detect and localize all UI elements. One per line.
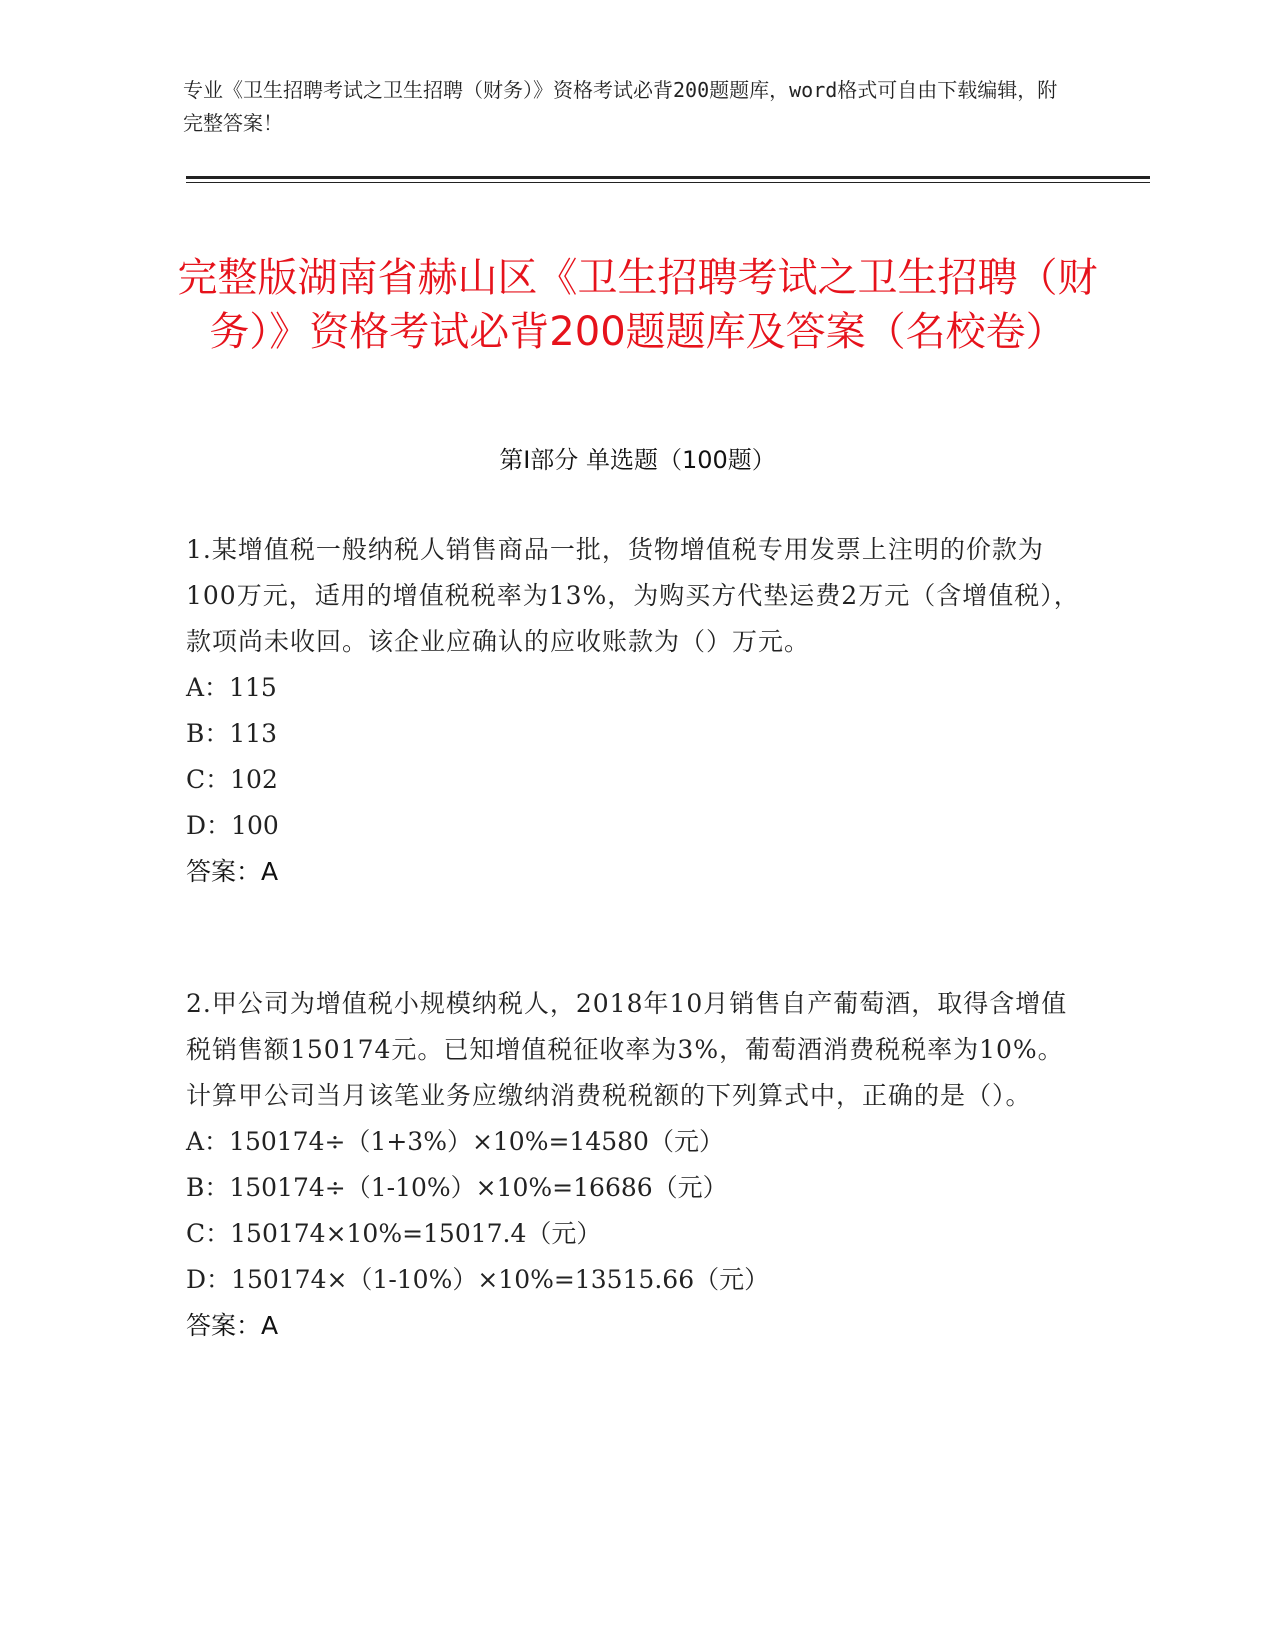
header-note: 专业《卫生招聘考试之卫生招聘（财务）》资格考试必背200题题库，word格式可自由下载编辑，附完整答案！ (183, 78, 1058, 135)
answer: 答案：A (186, 857, 279, 886)
question-1 (186, 527, 1086, 895)
document-title: 完整版湖南省赫山区《卫生招聘考试之卫生招聘（财务）》资格考试必背200题题库及答案（名校卷） (177, 254, 1098, 355)
option-d: D：150174×（1-10%）×10%=13515.66（元） (186, 1265, 770, 1294)
header-divider-thick (186, 176, 1150, 179)
option-b: B：113 (186, 719, 278, 748)
option-a: A：115 (186, 673, 277, 702)
question-stem: 2.甲公司为增值税小规模纳税人，2018年10月销售自产葡萄酒，取得含增值税销售额150174元。已知增值税征收率为3%，葡萄酒消费税税率为10%。计算甲公司当月该笔业务应缴纳消费税税额的下列算式中，正确的是（）。 (186, 989, 1068, 1110)
option-a: A：150174÷（1+3%）×10%=14580（元） (186, 1127, 724, 1156)
section-title: 第Ⅰ部分 单选题（100题） (499, 446, 776, 474)
option-d: D：100 (186, 811, 279, 840)
option-c: C：102 (186, 765, 278, 794)
option-b: B：150174÷（1-10%）×10%=16686（元） (186, 1173, 728, 1202)
option-c: C：150174×10%=15017.4（元） (186, 1219, 602, 1248)
header-divider-thin (186, 182, 1150, 183)
question-2 (186, 981, 1086, 1349)
question-stem: 1.某增值税一般纳税人销售商品一批，货物增值税专用发票上注明的价款为100万元，适用的增值税税率为13%，为购买方代垫运费2万元（含增值税），款项尚未收回。该企业应确认的应收账款为（）万元。 (186, 535, 1080, 656)
answer: 答案：A (186, 1311, 279, 1340)
